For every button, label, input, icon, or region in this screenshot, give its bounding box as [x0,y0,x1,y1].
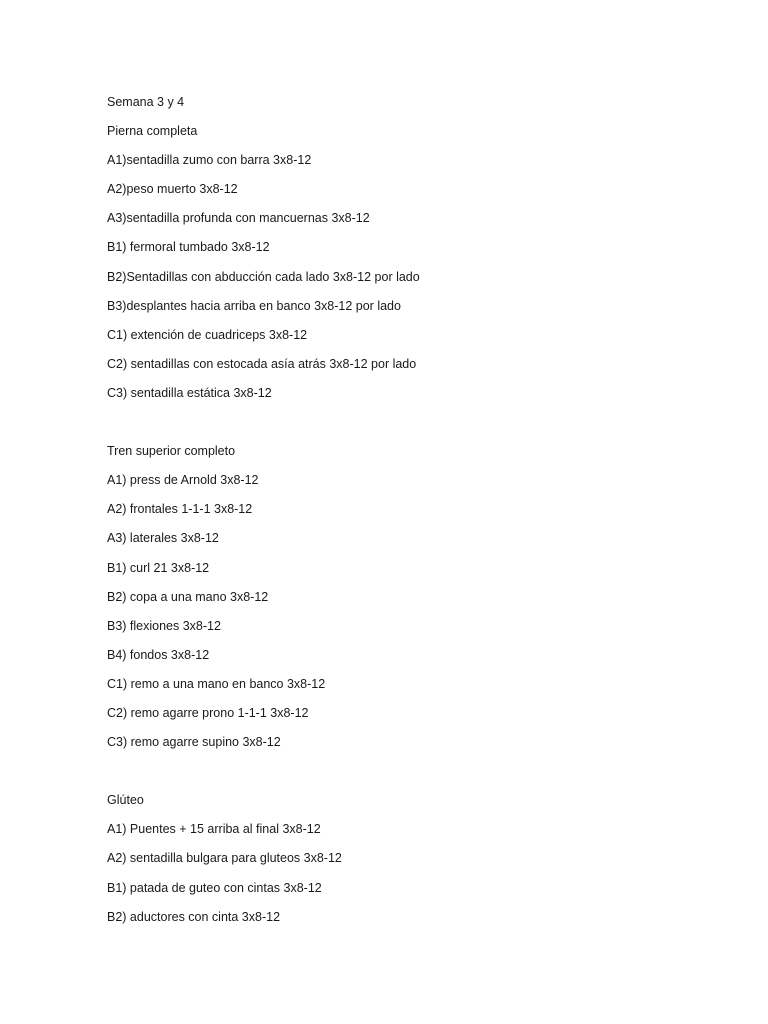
exercise-item: C3) remo agarre supino 3x8-12 [107,735,281,750]
exercise-item: B4) fondos 3x8-12 [107,647,210,662]
exercise-item: C2) sentadillas con estocada asía atrás 3x8-12 por lado [107,356,417,371]
exercise-item: B1) curl 21 3x8-12 [107,560,210,575]
exercise-item: B1) patada de guteo con cintas 3x8-12 [107,880,322,895]
exercise-item: B3) flexiones 3x8-12 [107,618,221,633]
week-title: Semana 3 y 4 [107,95,185,109]
exercise-item: B2) aductores con cinta 3x8-12 [107,909,281,924]
section-title-pierna: Pierna completa [107,124,198,139]
exercise-item: A2) frontales 1-1-1 3x8-12 [107,502,253,517]
exercise-item: C1) extención de cuadriceps 3x8-12 [107,327,308,342]
exercise-item: A1) Puentes + 15 arriba al final 3x8-12 [107,822,321,837]
exercise-item: C3) sentadilla estática 3x8-12 [107,385,272,400]
exercise-item: C2) remo agarre prono 1-1-1 3x8-12 [107,705,309,720]
exercise-item: A1) press de Arnold 3x8-12 [107,473,259,488]
section-title-tren-superior: Tren superior completo [107,444,236,459]
section-spacer [107,761,727,790]
document-page [107,92,727,936]
exercise-item: B2)Sentadillas con abducción cada lado 3x8-12 por lado [107,269,420,284]
exercise-item: C1) remo a una mano en banco 3x8-12 [107,676,326,691]
exercise-item: A3) laterales 3x8-12 [107,531,219,546]
exercise-item: B1) fermoral tumbado 3x8-12 [107,240,270,255]
exercise-item: A1)sentadilla zumo con barra 3x8-12 [107,153,312,168]
exercise-item: A2)peso muerto 3x8-12 [107,182,238,197]
exercise-item: A3)sentadilla profunda con mancuernas 3x8-12 [107,211,370,226]
exercise-item: B3)desplantes hacia arriba en banco 3x8-12 por lado [107,298,401,313]
section-spacer [107,412,727,441]
exercise-item: A2) sentadilla bulgara para gluteos 3x8-12 [107,851,342,866]
exercise-item: B2) copa a una mano 3x8-12 [107,589,269,604]
section-title-gluteo: Glúteo [107,793,144,808]
